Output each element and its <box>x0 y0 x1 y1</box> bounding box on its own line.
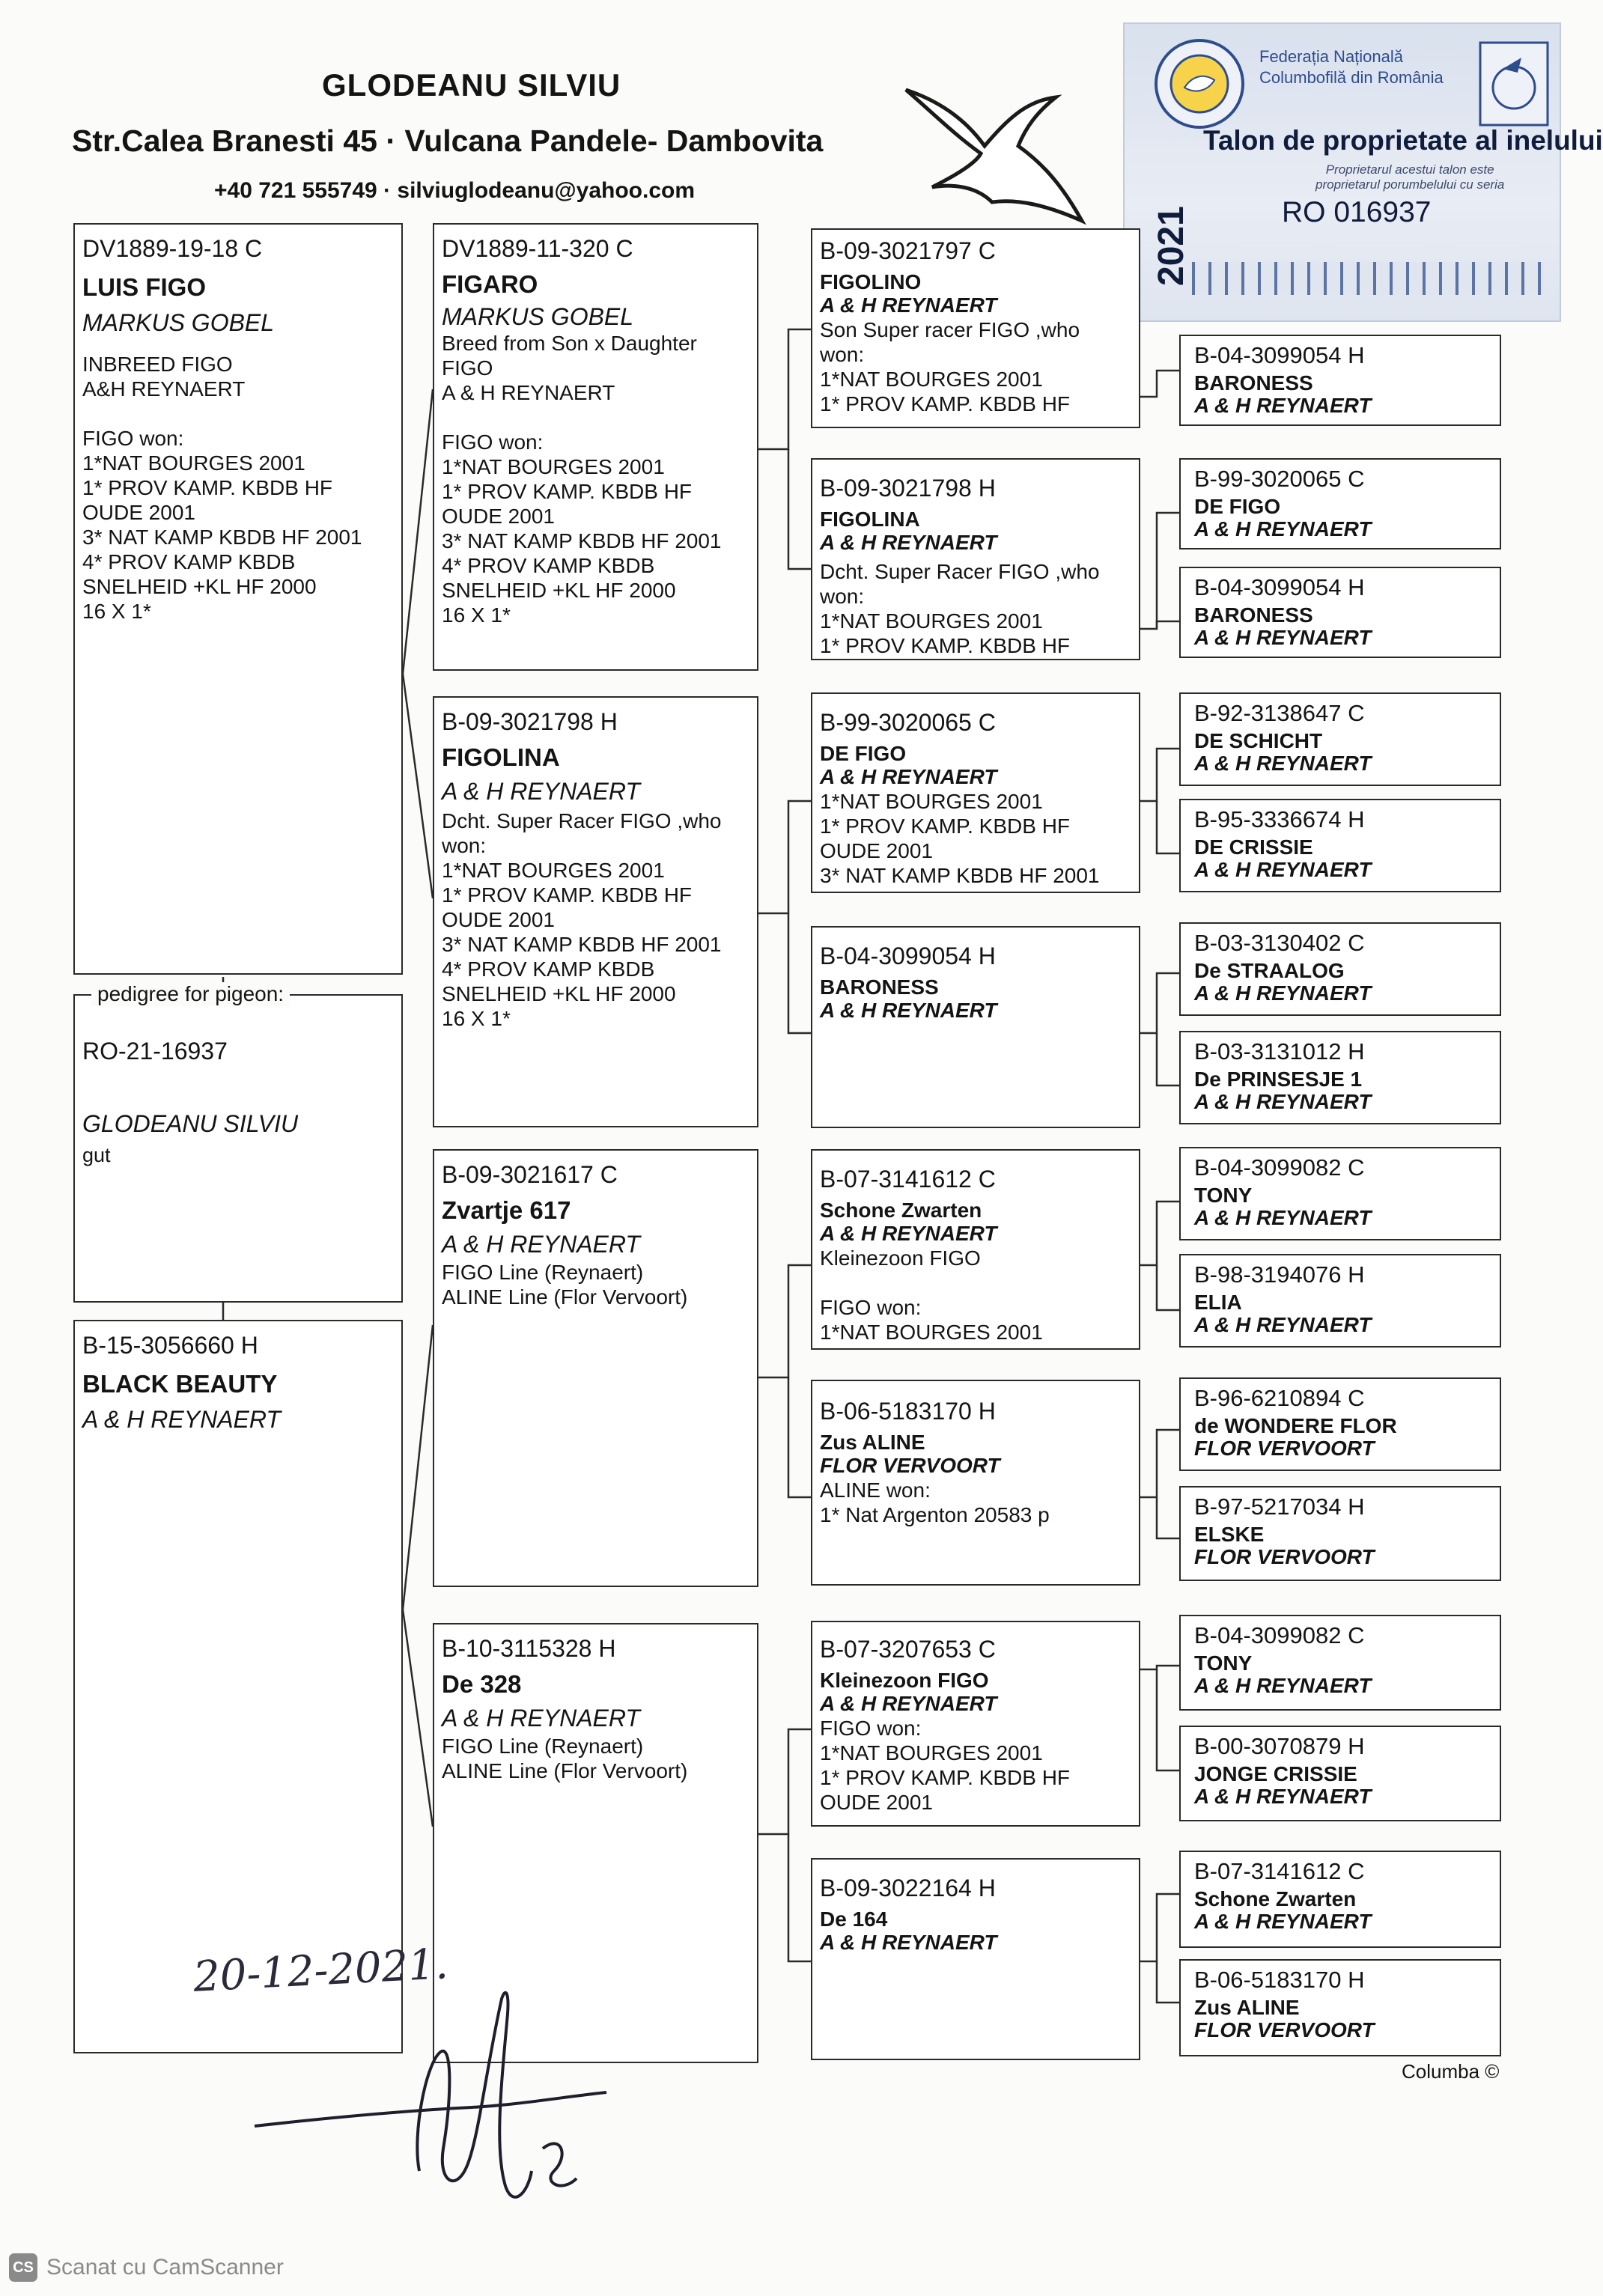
gen4-card <box>1179 799 1501 892</box>
grandparent-name: De 328 <box>442 1670 522 1698</box>
gen4-breeder: FLOR VERVOORT <box>1194 2018 1375 2041</box>
grandparent-detail: 4* PROV KAMP KBDB <box>442 554 655 577</box>
gen4-card <box>1179 567 1501 658</box>
gen4-card <box>1179 692 1501 786</box>
gen4-card <box>1179 1377 1501 1471</box>
gen4-ring: B-03-3130402 C <box>1194 930 1365 956</box>
great-grandparent-detail: ALINE won: <box>820 1479 931 1502</box>
stamp-note-line2: proprietarul porumbelului cu seria <box>1315 177 1505 192</box>
gen4-ring: B-00-3070879 H <box>1194 1733 1365 1759</box>
great-grandparent-detail: won: <box>820 343 865 366</box>
grandparent-detail: 1*NAT BOURGES 2001 <box>442 455 665 478</box>
great-grandparent-ring: B-09-3021798 H <box>820 475 996 502</box>
sire-detail: 4* PROV KAMP KBDB <box>82 550 296 573</box>
great-grandparent-card <box>811 228 1140 428</box>
grandparent-detail: FIGO <box>442 356 493 380</box>
grandparent-detail: 1* PROV KAMP. KBDB HF <box>442 480 693 503</box>
grandparent-breeder: A & H REYNAERT <box>442 1705 640 1732</box>
gen4-name: De PRINSESJE 1 <box>1194 1068 1363 1091</box>
gen4-breeder: A & H REYNAERT <box>1194 858 1372 881</box>
great-grandparent-detail: Son Super racer FIGO ,who <box>820 318 1080 341</box>
gen4-ring: B-95-3336674 H <box>1194 806 1365 832</box>
grandparent-detail: A & H REYNAERT <box>442 381 615 404</box>
sire-detail: 1* PROV KAMP. KBDB HF <box>82 476 333 499</box>
great-grandparent-breeder: FLOR VERVOORT <box>820 1454 1000 1477</box>
gen4-breeder: A & H REYNAERT <box>1194 1090 1372 1113</box>
great-grandparent-card <box>811 458 1140 660</box>
sire-breeder: MARKUS GOBEL <box>82 309 275 336</box>
great-grandparent-detail: 1*NAT BOURGES 2001 <box>820 1741 1043 1764</box>
gen4-ring: B-06-5183170 H <box>1194 1967 1365 1993</box>
gen4-name: Zus ALINE <box>1194 1996 1300 2019</box>
gen4-name: DE SCHICHT <box>1194 729 1323 752</box>
grandparent-ring: DV1889-11-320 C <box>442 235 633 262</box>
gen4-name: JONGE CRISSIE <box>1194 1762 1357 1785</box>
gen4-card <box>1179 1726 1501 1821</box>
great-grandparent-card <box>811 926 1140 1128</box>
great-grandparent-detail: 1* PROV KAMP. KBDB HF <box>820 392 1071 415</box>
great-grandparent-name: Kleinezoon FIGO <box>820 1669 989 1692</box>
great-grandparent-breeder: A & H REYNAERT <box>820 765 997 788</box>
owner-contact: +40 721 555749 · silviuglodeanu@yahoo.com <box>214 178 696 203</box>
dam-card <box>73 1320 403 2053</box>
copyright-note: Columba © <box>1402 2060 1500 2083</box>
federation-name-line1: Federația Națională <box>1259 47 1404 66</box>
gen4-ring: B-04-3099054 H <box>1194 574 1365 600</box>
sire-detail: 1*NAT BOURGES 2001 <box>82 451 305 475</box>
great-grandparent-detail: 1* PROV KAMP. KBDB HF <box>820 1766 1071 1789</box>
grandparent-detail: OUDE 2001 <box>442 908 555 931</box>
grandparent-ring: B-10-3115328 H <box>442 1635 616 1662</box>
gen4-ring: B-04-3099082 C <box>1194 1154 1365 1181</box>
great-grandparent-breeder: A & H REYNAERT <box>820 999 997 1022</box>
stamp-title: Talon de proprietate al inelului <box>1203 125 1603 156</box>
grandparent-detail: ALINE Line (Flor Vervoort) <box>442 1285 688 1309</box>
grandparent-name: FIGOLINA <box>442 743 560 771</box>
gen4-ring: B-03-3131012 H <box>1194 1038 1365 1065</box>
great-grandparent-detail: 1*NAT BOURGES 2001 <box>820 609 1043 633</box>
great-grandparent-detail: FIGO won: <box>820 1296 922 1319</box>
camscanner-logo-icon: CS <box>9 2253 37 2282</box>
great-grandparent-card <box>811 1858 1140 2060</box>
grandparent-detail: SNELHEID +KL HF 2000 <box>442 982 676 1005</box>
grandparent-detail: won: <box>442 834 487 857</box>
ring-ownership-stamp <box>1123 22 1603 322</box>
great-grandparent-name: DE FIGO <box>820 742 907 765</box>
owner-name: GLODEANU SILVIU <box>322 67 621 103</box>
great-grandparent-breeder: A & H REYNAERT <box>820 1222 997 1245</box>
great-grandparent-ring: B-09-3021797 C <box>820 237 996 264</box>
great-grandparent-name: FIGOLINO <box>820 270 922 293</box>
grandparent-ring: B-09-3021798 H <box>442 708 618 735</box>
subject-owner: GLODEANU SILVIU <box>82 1110 299 1137</box>
gen4-card <box>1179 1615 1501 1711</box>
grandparent-name: FIGARO <box>442 270 538 298</box>
gen4-breeder: A & H REYNAERT <box>1194 1313 1372 1336</box>
grandparent-detail: OUDE 2001 <box>442 505 555 528</box>
great-grandparent-card <box>811 1621 1140 1827</box>
great-grandparent-detail: Kleinezoon FIGO <box>820 1246 981 1270</box>
gen4-name: De STRAALOG <box>1194 959 1345 982</box>
subject-ring: RO-21-16937 <box>82 1038 228 1065</box>
great-grandparent-name: Zus ALINE <box>820 1431 925 1454</box>
great-grandparent-name: BARONESS <box>820 975 939 999</box>
gen4-breeder: A & H REYNAERT <box>1194 1785 1372 1808</box>
great-grandparent-detail <box>820 1270 1131 1295</box>
subject-label: pedigree for pigeon: <box>91 982 290 1006</box>
great-grandparent-detail: 1* Nat Argenton 20583 p <box>820 1503 1050 1526</box>
grandparent-detail: SNELHEID +KL HF 2000 <box>442 579 676 602</box>
grandparent-detail: 3* NAT KAMP KBDB HF 2001 <box>442 933 722 956</box>
great-grandparent-detail: 1*NAT BOURGES 2001 <box>820 790 1043 813</box>
grandparent-detail: 3* NAT KAMP KBDB HF 2001 <box>442 529 722 552</box>
gen4-ring: B-96-6210894 C <box>1194 1385 1365 1411</box>
grandparent-breeder: A & H REYNAERT <box>442 1231 640 1258</box>
subject-note: gut <box>82 1144 111 1166</box>
grandparent-detail: Breed from Son x Daughter <box>442 332 697 355</box>
great-grandparent-detail: Dcht. Super Racer FIGO ,who <box>820 560 1100 583</box>
great-grandparent-detail: FIGO won: <box>820 1717 922 1740</box>
handwritten-date: 20-12-2021. <box>192 1940 450 2002</box>
sire-detail: A&H REYNAERT <box>82 377 246 401</box>
federation-seal-icon <box>1151 35 1248 133</box>
scanner-watermark: Scanat cu CamScanner <box>46 2255 284 2280</box>
gen4-name: Schone Zwarten <box>1194 1887 1357 1910</box>
gen4-breeder: A & H REYNAERT <box>1194 626 1372 649</box>
grandparent-card <box>433 1149 758 1587</box>
great-grandparent-ring: B-09-3022164 H <box>820 1875 996 1901</box>
gen4-name: BARONESS <box>1194 371 1313 395</box>
sire-detail: 16 X 1* <box>82 600 151 623</box>
gen4-name: ELIA <box>1194 1291 1242 1314</box>
dam-breeder: A & H REYNAERT <box>82 1406 281 1433</box>
gen4-ring: B-07-3141612 C <box>1194 1858 1365 1884</box>
gen4-card <box>1179 335 1501 426</box>
grandparent-detail: 4* PROV KAMP KBDB <box>442 957 655 981</box>
grandparent-detail: FIGO Line (Reynaert) <box>442 1261 644 1284</box>
great-grandparent-card <box>811 1149 1140 1350</box>
gen4-breeder: FLOR VERVOORT <box>1194 1545 1375 1568</box>
federation-logo-icon <box>1476 39 1551 129</box>
gen4-card <box>1179 922 1501 1016</box>
gen4-name: TONY <box>1194 1651 1253 1675</box>
great-grandparent-detail: 1* PROV KAMP. KBDB HF <box>820 814 1071 838</box>
gen4-name: TONY <box>1194 1184 1253 1207</box>
gen4-name: DE CRISSIE <box>1194 835 1313 859</box>
gen4-breeder: A & H REYNAERT <box>1194 1910 1372 1933</box>
gen4-breeder: A & H REYNAERT <box>1194 394 1372 417</box>
gen4-ring: B-98-3194076 H <box>1194 1261 1365 1288</box>
grandparent-breeder: MARKUS GOBEL <box>442 303 634 330</box>
gen4-ring: B-99-3020065 C <box>1194 466 1365 492</box>
dove-logo-icon <box>895 75 1089 232</box>
sire-detail: OUDE 2001 <box>82 501 195 524</box>
stamp-pattern-border <box>1192 262 1544 295</box>
sire-card <box>73 223 403 975</box>
great-grandparent-name: FIGOLINA <box>820 508 920 531</box>
great-grandparent-name: De 164 <box>820 1907 888 1931</box>
grandparent-detail: Dcht. Super Racer FIGO ,who <box>442 809 722 832</box>
grandparent-detail: 16 X 1* <box>442 1007 511 1030</box>
gen4-ring: B-92-3138647 C <box>1194 700 1365 726</box>
gen4-name: DE FIGO <box>1194 495 1281 518</box>
great-grandparent-ring: B-04-3099054 H <box>820 943 996 969</box>
great-grandparent-detail: 1*NAT BOURGES 2001 <box>820 368 1043 391</box>
sire-ring: DV1889-19-18 C <box>82 235 263 262</box>
signature-icon <box>247 1969 621 2216</box>
great-grandparent-ring: B-06-5183170 H <box>820 1398 996 1425</box>
great-grandparent-ring: B-07-3207653 C <box>820 1636 996 1663</box>
sire-detail: SNELHEID +KL HF 2000 <box>82 575 317 598</box>
gen4-name: ELSKE <box>1194 1523 1265 1546</box>
great-grandparent-detail: OUDE 2001 <box>820 839 933 862</box>
great-grandparent-ring: B-07-3141612 C <box>820 1166 996 1193</box>
grandparent-ring: B-09-3021617 C <box>442 1161 618 1188</box>
grandparent-detail: 1*NAT BOURGES 2001 <box>442 859 665 882</box>
gen4-breeder: A & H REYNAERT <box>1194 1206 1372 1229</box>
dam-name: BLACK BEAUTY <box>82 1370 278 1398</box>
grandparent-name: Zvartje 617 <box>442 1196 571 1224</box>
great-grandparent-name: Schone Zwarten <box>820 1199 982 1222</box>
sire-name: LUIS FIGO <box>82 273 206 301</box>
grandparent-card <box>433 223 758 671</box>
grandparent-detail: FIGO Line (Reynaert) <box>442 1735 644 1758</box>
sire-detail <box>82 401 394 426</box>
great-grandparent-detail: 1* PROV KAMP. KBDB HF <box>820 634 1071 657</box>
great-grandparent-breeder: A & H REYNAERT <box>820 1692 997 1715</box>
dam-ring: B-15-3056660 H <box>82 1332 258 1359</box>
stamp-year: 2021 <box>1152 206 1191 286</box>
stamp-serial: RO 016937 <box>1282 196 1432 228</box>
grandparent-detail <box>442 405 749 430</box>
gen4-ring: B-97-5217034 H <box>1194 1493 1365 1520</box>
great-grandparent-detail: 3* NAT KAMP KBDB HF 2001 <box>820 864 1100 887</box>
great-grandparent-breeder: A & H REYNAERT <box>820 293 997 317</box>
grandparent-detail: ALINE Line (Flor Vervoort) <box>442 1759 688 1782</box>
gen4-name: BARONESS <box>1194 603 1313 627</box>
grandparent-detail: FIGO won: <box>442 430 544 454</box>
grandparent-detail: 1* PROV KAMP. KBDB HF <box>442 883 693 907</box>
great-grandparent-card <box>811 692 1140 893</box>
gen4-card <box>1179 1959 1501 2056</box>
federation-name-line2: Columbofilă din România <box>1259 68 1444 87</box>
great-grandparent-breeder: A & H REYNAERT <box>820 1931 997 1954</box>
grandparent-detail: 16 X 1* <box>442 603 511 627</box>
great-grandparent-breeder: A & H REYNAERT <box>820 531 997 554</box>
gen4-card <box>1179 1486 1501 1581</box>
gen4-breeder: A & H REYNAERT <box>1194 517 1372 540</box>
subject-pigeon-card <box>73 982 403 1303</box>
sire-detail: 3* NAT KAMP KBDB HF 2001 <box>82 526 362 549</box>
gen4-breeder: A & H REYNAERT <box>1194 1674 1372 1697</box>
great-grandparent-detail: 1*NAT BOURGES 2001 <box>820 1321 1043 1344</box>
grandparent-breeder: A & H REYNAERT <box>442 778 640 805</box>
gen4-breeder: A & H REYNAERT <box>1194 752 1372 775</box>
great-grandparent-detail: OUDE 2001 <box>820 1791 933 1814</box>
owner-address: Str.Calea Branesti 45 · Vulcana Pandele- Dambovita <box>72 124 824 158</box>
gen4-breeder: A & H REYNAERT <box>1194 981 1372 1005</box>
stamp-note-line1: Proprietarul acestui talon este <box>1325 162 1494 177</box>
gen4-ring: B-04-3099082 C <box>1194 1622 1365 1648</box>
great-grandparent-detail: won: <box>820 585 865 608</box>
gen4-card <box>1179 1851 1501 1948</box>
great-grandparent-ring: B-99-3020065 C <box>820 709 996 736</box>
gen4-card <box>1179 458 1501 549</box>
sire-detail: FIGO won: <box>82 427 184 450</box>
grandparent-card <box>433 696 758 1127</box>
gen4-card <box>1179 1031 1501 1124</box>
gen4-breeder: FLOR VERVOORT <box>1194 1437 1375 1460</box>
gen4-ring: B-04-3099054 H <box>1194 342 1365 368</box>
gen4-card <box>1179 1147 1501 1240</box>
sire-detail: INBREED FIGO <box>82 353 233 376</box>
gen4-name: de WONDERE FLOR <box>1194 1414 1397 1437</box>
great-grandparent-card <box>811 1380 1140 1586</box>
gen4-card <box>1179 1254 1501 1348</box>
